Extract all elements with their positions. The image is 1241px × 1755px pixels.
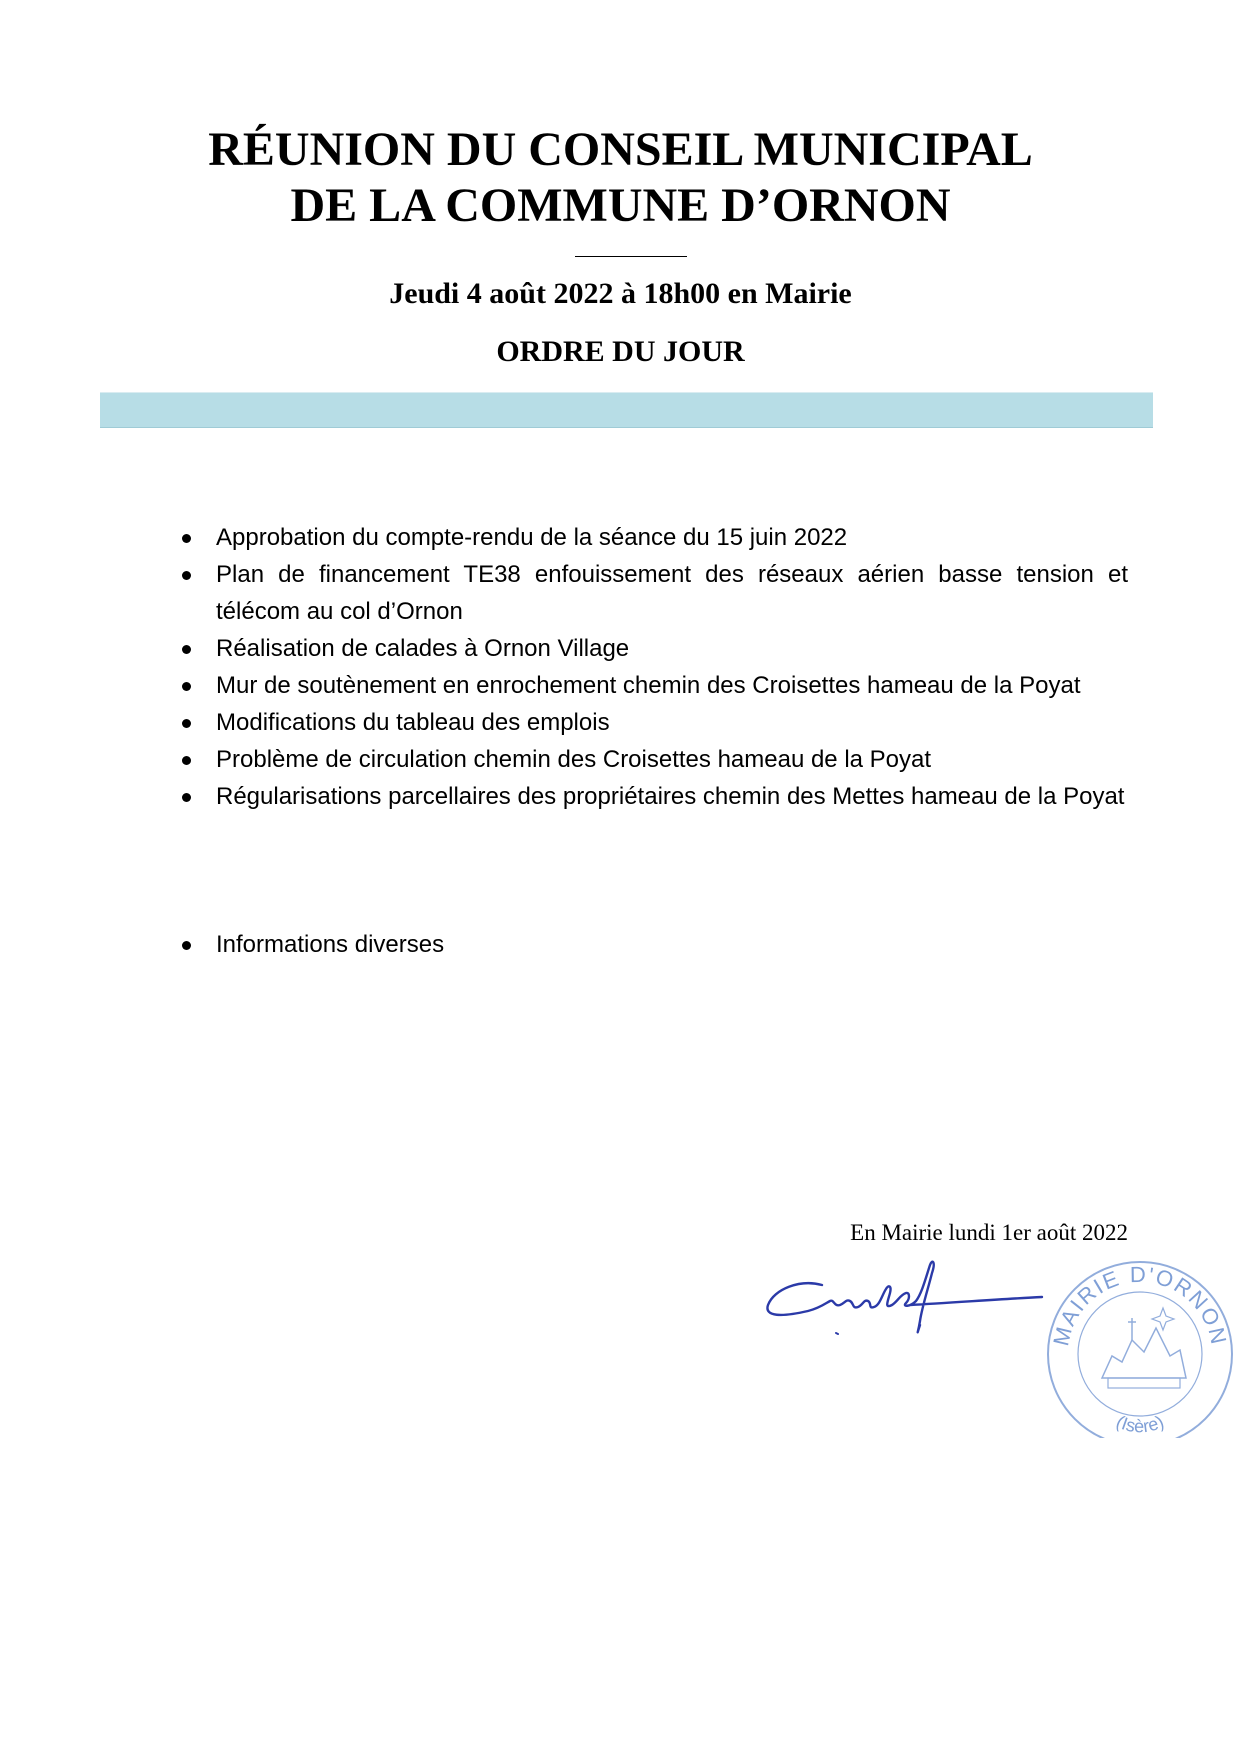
- agenda-item-text: Informations diverses: [216, 931, 445, 958]
- mayor-signature: [760, 1255, 1050, 1345]
- agenda-item: [216, 556, 1128, 630]
- title-divider: [575, 256, 687, 257]
- agenda-item-text: Réalisation de calades à Ornon Village: [216, 635, 630, 662]
- agenda-item: [216, 630, 1128, 667]
- agenda-item-text: Problème de circulation chemin des Croisettes hameau de la Poyat: [216, 746, 932, 773]
- bullet-icon: [182, 756, 191, 765]
- agenda-item: [216, 519, 1128, 556]
- mayor-stamp: [1040, 1258, 1240, 1438]
- agenda-item: [216, 778, 1128, 815]
- agenda-item-text: Régularisations parcellaires des propriétaires chemin des Mettes hameau de la Poyat: [216, 783, 1125, 810]
- title-line-2: DE LA COMMUNE D’ORNON: [290, 179, 951, 232]
- agenda-heading: ORDRE DU JOUR: [496, 335, 745, 368]
- agenda-item: [216, 667, 1128, 704]
- agenda-item: [216, 926, 1128, 963]
- bullet-icon: [182, 682, 191, 691]
- title-line-1: RÉUNION DU CONSEIL MUNICIPAL: [208, 123, 1033, 176]
- agenda-item: [216, 704, 1128, 741]
- agenda-item-text: Plan de financement TE38 enfouissement des réseaux aérien basse tension et télécom au col d’Ornon: [216, 561, 1128, 625]
- meeting-date: Jeudi 4 août 2022 à 18h00 en Mairie: [389, 277, 852, 310]
- bullet-icon: [182, 534, 191, 543]
- agenda-list: [0, 519, 1241, 963]
- agenda-item-text: Modifications du tableau des emplois: [216, 709, 610, 736]
- bullet-icon: [182, 571, 191, 580]
- stamp-bottom-text: (Isère): [1113, 1411, 1167, 1437]
- signature-date: En Mairie lundi 1er août 2022: [850, 1220, 1128, 1245]
- agenda-item-text: Approbation du compte-rendu de la séance du 15 juin 2022: [216, 524, 848, 551]
- agenda-item-text: Mur de soutènement en enrochement chemin des Croisettes hameau de la Poyat: [216, 672, 1081, 699]
- bullet-icon: [182, 941, 191, 950]
- bullet-icon: [182, 793, 191, 802]
- accent-bar: [100, 392, 1153, 428]
- bullet-icon: [182, 645, 191, 654]
- agenda-item: [216, 741, 1128, 778]
- bullet-icon: [182, 719, 191, 728]
- stamp-top-text: MAIRIE D'ORNON: [1048, 1261, 1232, 1349]
